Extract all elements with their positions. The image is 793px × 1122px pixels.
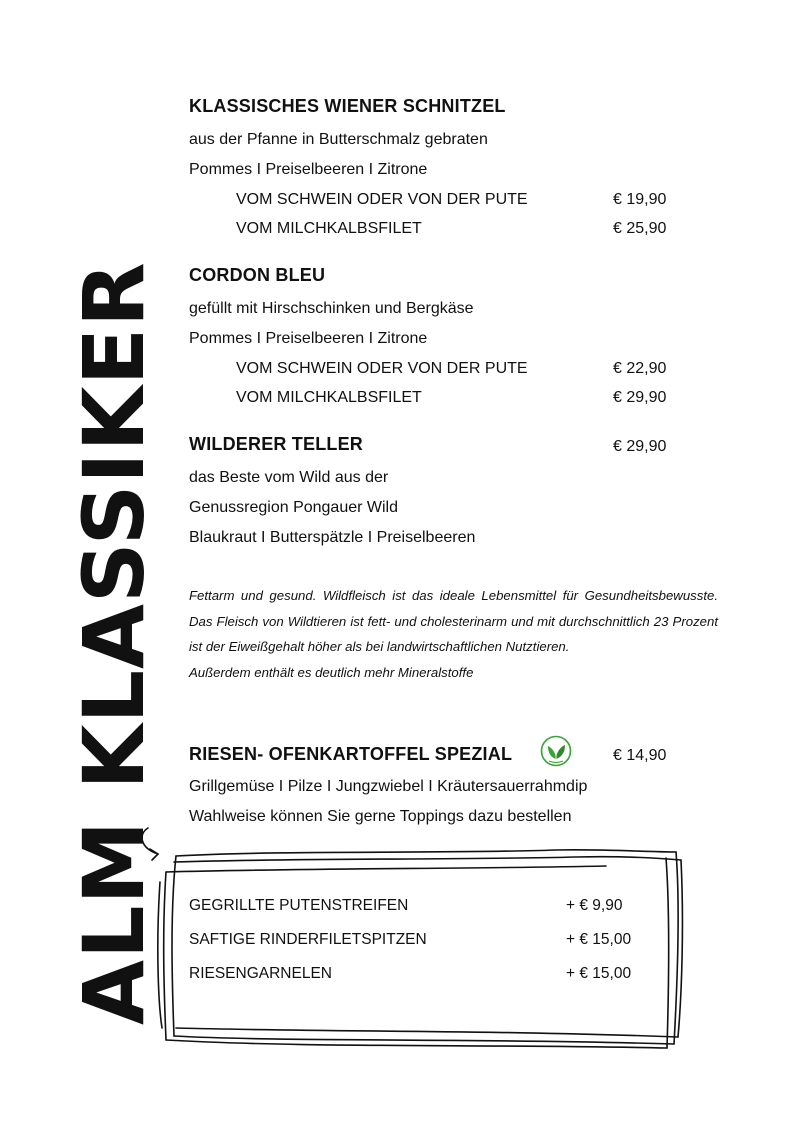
- dish-desc: Pommes I Preiselbeeren I Zitrone: [189, 330, 428, 347]
- dish-desc: Wahlweise können Sie gerne Toppings dazu bestellen: [189, 808, 572, 825]
- dish-desc: Blaukraut I Butterspätzle I Preiselbeeren: [189, 529, 476, 546]
- dish-price: € 14,90: [613, 747, 667, 764]
- option-price: € 22,90: [613, 360, 667, 377]
- addon-label: GEGRILLTE PUTENSTREIFEN: [189, 897, 409, 914]
- dish-title-ofenkartoffel: RIESEN- OFENKARTOFFEL SPEZIAL: [189, 744, 513, 764]
- dish-desc: gefüllt mit Hirschschinken und Bergkäse: [189, 300, 474, 317]
- addon-price: + € 15,00: [566, 965, 632, 982]
- option-price: € 19,90: [613, 191, 667, 208]
- note-text-2: Außerdem enthält es deutlich mehr Mineralstoffe: [189, 664, 474, 680]
- dish-desc: das Beste vom Wild aus der: [189, 469, 389, 486]
- vegan-leaf-icon: [540, 735, 572, 767]
- dish-title-schnitzel: KLASSISCHES WIENER SCHNITZEL: [189, 96, 506, 116]
- hand-drawn-frame: [136, 822, 696, 1054]
- addon-price: + € 9,90: [566, 897, 623, 914]
- dish-price: € 29,90: [613, 438, 667, 455]
- option-price: € 29,90: [613, 389, 667, 406]
- option-label: VOM MILCHKALBSFILET: [236, 220, 422, 237]
- option-price: € 25,90: [613, 220, 667, 237]
- option-label: VOM MILCHKALBSFILET: [236, 389, 422, 406]
- dish-desc: Genussregion Pongauer Wild: [189, 499, 399, 516]
- addon-price: + € 15,00: [566, 931, 632, 948]
- wild-info-note: [189, 583, 718, 685]
- dish-title-cordon-bleu: CORDON BLEU: [189, 265, 326, 285]
- dish-title-wilderer-teller: WILDERER TELLER: [189, 434, 363, 454]
- addon-label: SAFTIGE RINDERFILETSPITZEN: [189, 931, 427, 948]
- addon-label: RIESENGARNELEN: [189, 965, 332, 982]
- side-title: ALM KLASSIKER: [65, 261, 163, 1025]
- dish-desc: Grillgemüse I Pilze I Jungzwiebel I Kräutersauerrahmdip: [189, 778, 588, 795]
- option-label: VOM SCHWEIN ODER VON DER PUTE: [236, 360, 528, 377]
- note-text: Fettarm und gesund. Wildfleisch ist das ideale Lebensmittel für Gesundheitsbewusste. Das Fleisch von Wildtieren ist fett- und cholesterinarm und mit durchschnittlich 23 Prozent ist der Eiweißgehalt höher als bei landwirtschaftlichen Nutztieren.: [189, 588, 718, 654]
- option-label: VOM SCHWEIN ODER VON DER PUTE: [236, 191, 528, 208]
- dish-desc: aus der Pfanne in Butterschmalz gebraten: [189, 131, 488, 148]
- dish-desc: Pommes I Preiselbeeren I Zitrone: [189, 161, 428, 178]
